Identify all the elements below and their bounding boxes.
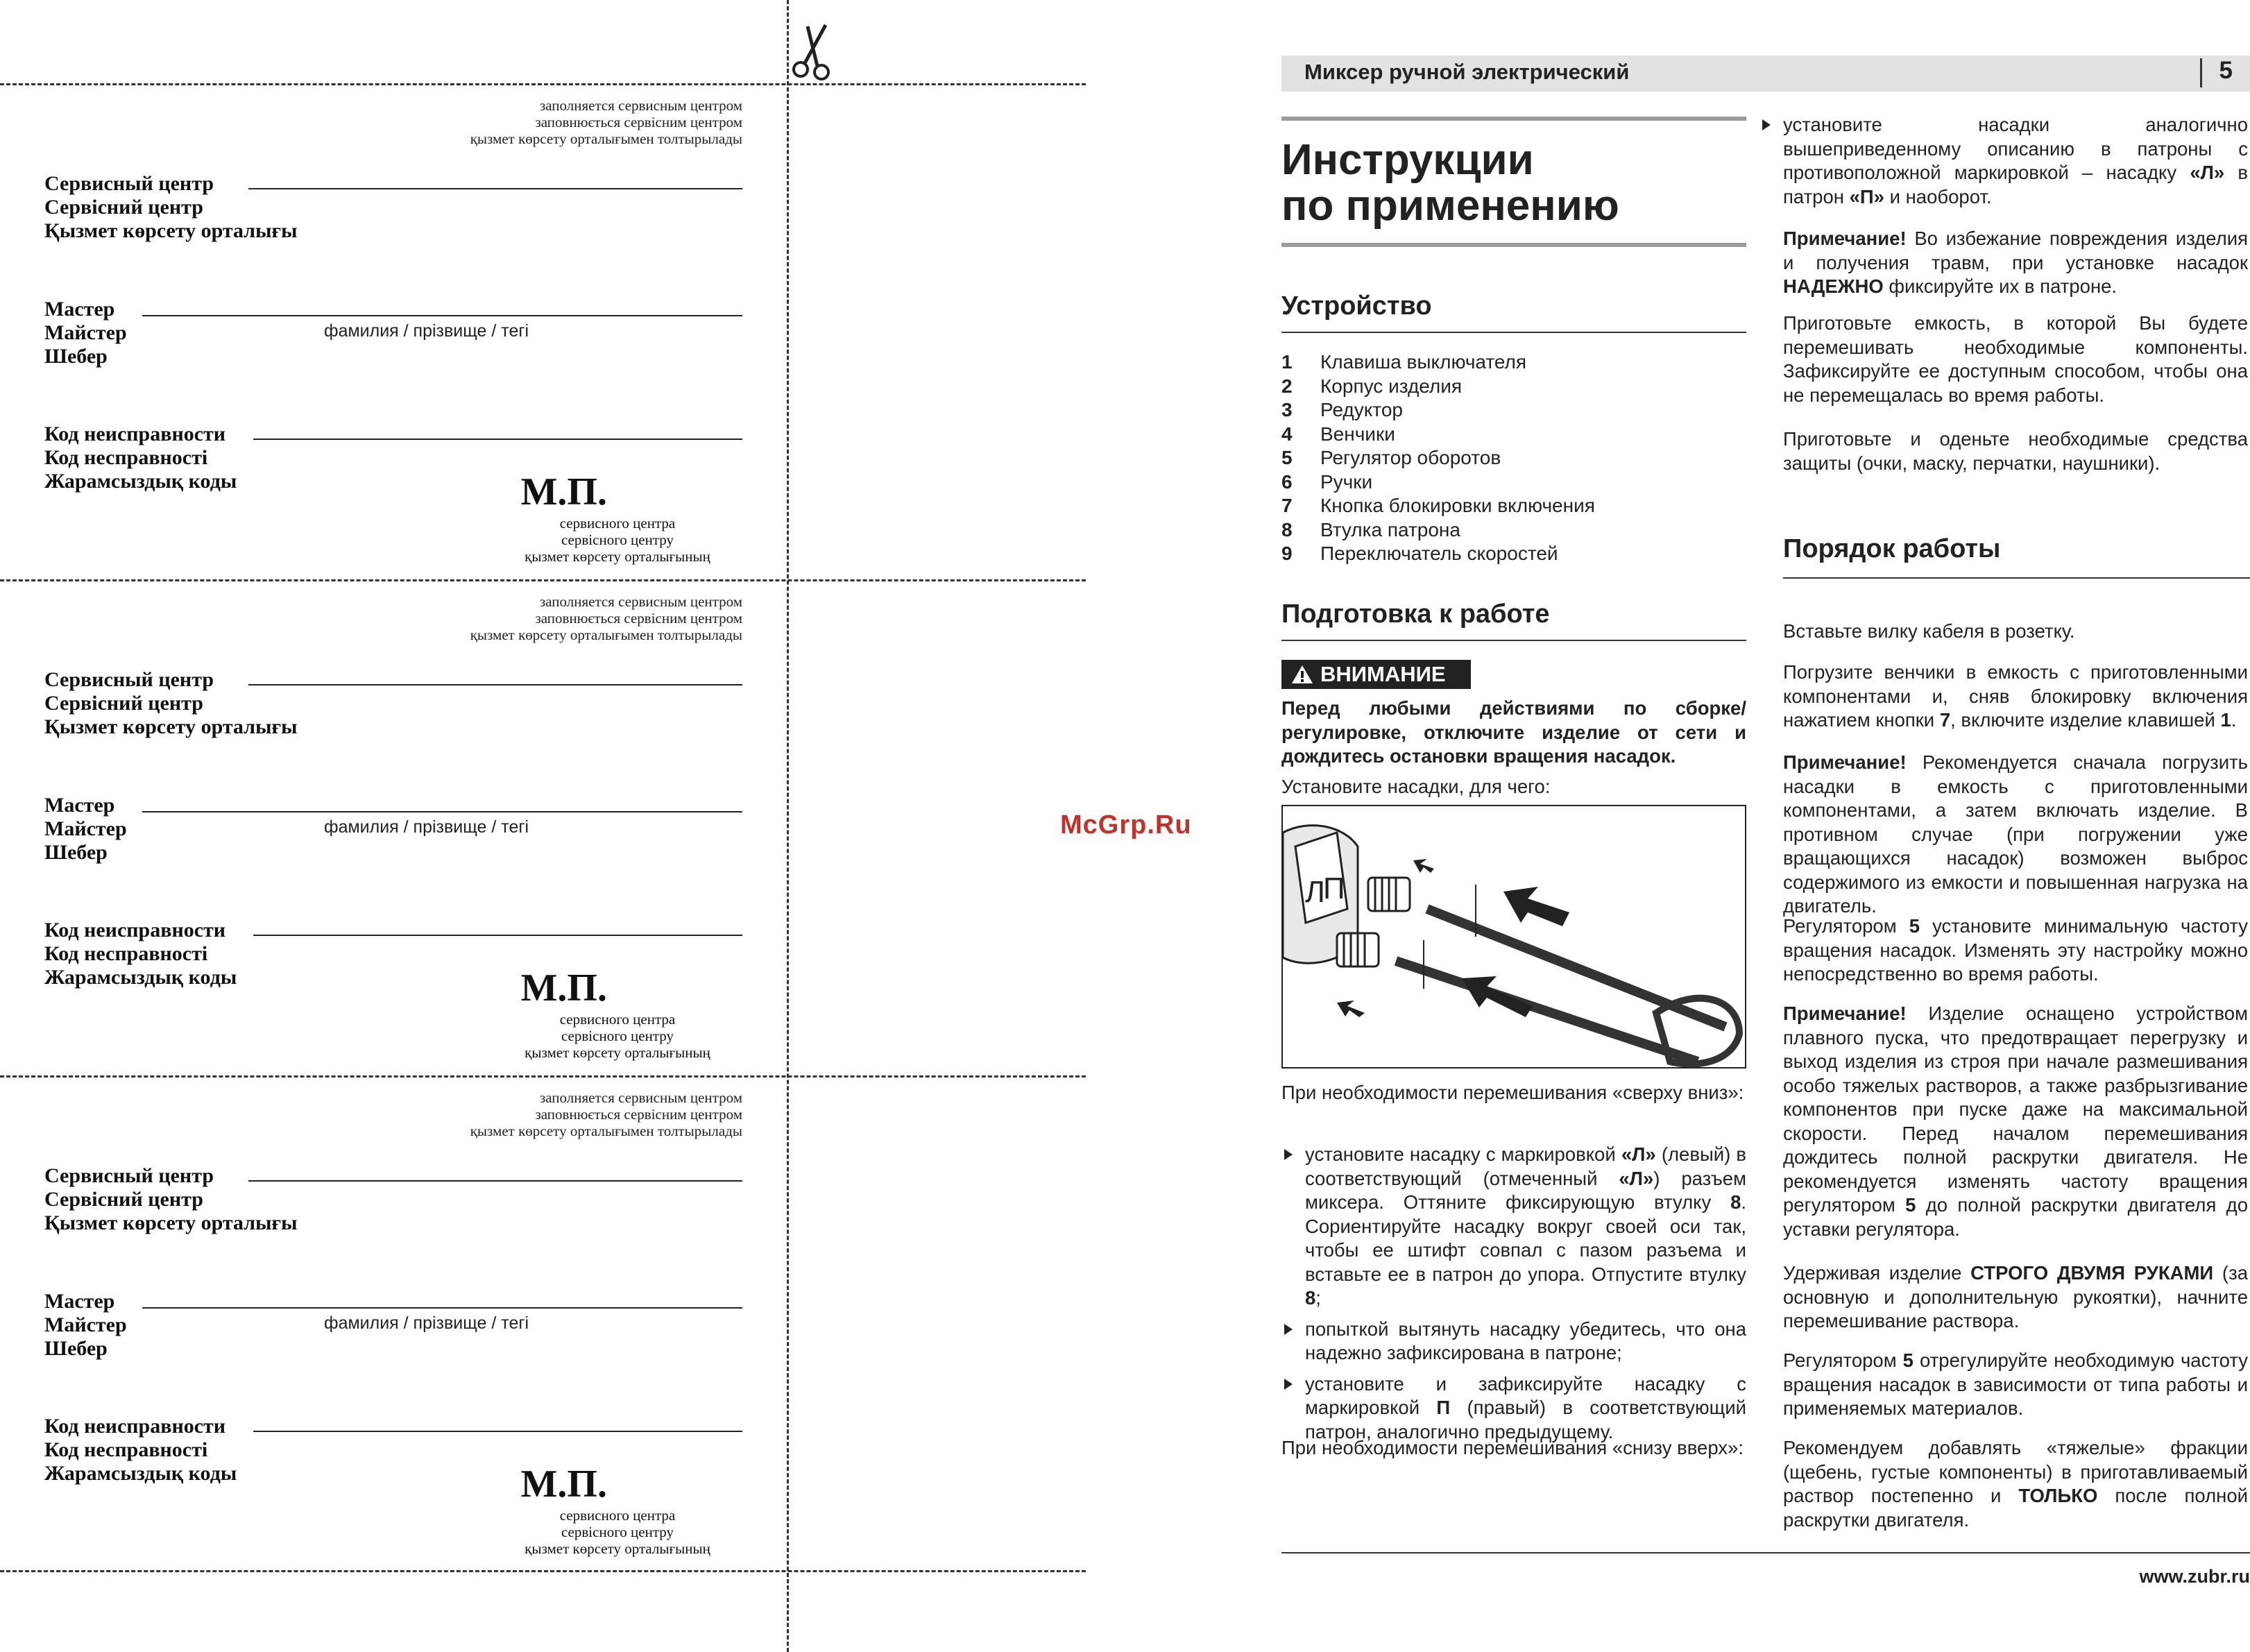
service-center-field[interactable] bbox=[248, 684, 742, 686]
fill-note: заполняется сервисным центром заповнюється сервісним центром қызмет көрсету орталығымен толтырылады bbox=[470, 1089, 742, 1139]
page-title: Инструкции по применению bbox=[1281, 136, 1619, 230]
fig-label-p: П bbox=[1323, 871, 1345, 905]
footer-rule bbox=[1281, 1552, 2250, 1553]
list-item: 1 Клавиша выключателя bbox=[1281, 351, 1527, 373]
service-center-field[interactable] bbox=[248, 1180, 742, 1182]
device-list bbox=[1281, 350, 1595, 566]
device-heading: Устройство bbox=[1281, 291, 1432, 321]
order-heading: Порядок работы bbox=[1783, 534, 2001, 563]
list-item: 4 Венчики bbox=[1281, 423, 1395, 445]
list-item: установите насадку с маркировкой «Л» (левый) в соответствующий (отмеченный «Л») разъем миксера. Оттяните фиксирующую втулку 8. Сориентируйте насадку вокруг своей оси так, чтобы ее штифт совпал с пазом разъема и вставьте ее в патрон до упора. Отпустите втулку 8; bbox=[1281, 1143, 1746, 1311]
attachment-illustration bbox=[1281, 805, 1746, 1068]
master-label: Мастер Майстер Шебер bbox=[44, 1290, 127, 1360]
name-hint: фамилия / прізвище / тегі bbox=[324, 1313, 529, 1333]
name-hint: фамилия / прізвище / тегі bbox=[324, 321, 529, 341]
bullet-list bbox=[1281, 1143, 1746, 1444]
fault-code-label: Код неисправности Код несправності Жарамсыздық коды bbox=[44, 1415, 237, 1485]
stamp-mark: М.П. bbox=[520, 966, 607, 1010]
service-center-field[interactable] bbox=[248, 188, 742, 189]
header-divider bbox=[2200, 58, 2202, 87]
list-item: 8 Втулка патрона bbox=[1281, 518, 1460, 540]
master-field[interactable] bbox=[142, 315, 742, 316]
list-item: 2 Корпус изделия bbox=[1281, 375, 1463, 397]
title-rule-top bbox=[1281, 117, 1746, 121]
scissors-icon bbox=[790, 21, 838, 83]
paragraph: Приготовьте и оденьте необходимые средства защиты (очки, маску, перчатки, наушники). bbox=[1783, 428, 2248, 474]
list-item: 5 Регулятор оборотов bbox=[1281, 447, 1501, 468]
warning-text: Перед любыми действиями по сборке/регулировке, отключите изделие от сети и дождитесь остановки вращения насадок. bbox=[1281, 697, 1746, 767]
stamp-mark: М.П. bbox=[520, 1463, 607, 1506]
paragraph: Рекомендуем добавлять «тяжелые» фракции (щебень, густые компоненты) в приготавливаемый раствор постепенно и ТОЛЬКО после полной раскрутки двигателя. bbox=[1783, 1437, 2248, 1531]
warning-badge: ВНИМАНИЕ bbox=[1281, 660, 1471, 689]
warning-icon bbox=[1291, 665, 1313, 684]
title-rule-bottom bbox=[1281, 243, 1746, 247]
header-title: Миксер ручной электрический bbox=[1304, 60, 1630, 84]
warranty-coupon bbox=[0, 1077, 784, 1573]
warranty-coupon bbox=[0, 85, 784, 581]
watermark: McGrp.Ru bbox=[1060, 810, 1192, 840]
list-item: попыткой вытянуть насадку убедитесь, что она надежно зафиксирована в патроне; bbox=[1281, 1318, 1746, 1365]
heading-rule bbox=[1783, 577, 2250, 579]
page-number: 5 bbox=[2219, 57, 2233, 84]
service-center-label: Сервисный центр Сервісний центр Қызмет көрсету орталығы bbox=[44, 172, 298, 242]
stamp-note: сервисного центра сервісного центру қызмет көрсету орталығының bbox=[525, 515, 710, 565]
paragraph: Приготовьте емкость, в которой Вы будете перемешивать необходимые компоненты. Зафиксируйте ее доступным способом, чтобы она не перемещалась во время работы. bbox=[1783, 312, 2248, 406]
prep-heading: Подготовка к работе bbox=[1281, 599, 1550, 629]
list-item: установите насадки аналогично вышеприведенному описанию в патроны с противоположной маркировкой – насадку «Л» в патрон «П» и наоборот. bbox=[1759, 113, 2248, 209]
stamp-note: сервисного центра сервісного центру қызмет көрсету орталығының bbox=[525, 1011, 710, 1061]
heading-rule bbox=[1281, 640, 1746, 641]
name-hint: фамилия / прізвище / тегі bbox=[324, 817, 529, 837]
list-item: 7 Кнопка блокировки включения bbox=[1281, 495, 1595, 516]
bottomup-intro: При необходимости перемешивания «снизу вверх»: bbox=[1281, 1437, 1744, 1458]
topdown-intro: При необходимости перемешивания «сверху вниз»: bbox=[1281, 1082, 1744, 1103]
master-field[interactable] bbox=[142, 811, 742, 812]
note-paragraph: Примечание! Изделие оснащено устройством плавного пуска, что предотвращает перегрузку и выход изделия из строя при начале размешивания особо тяжелых растворов, а также разбрызгивание компонентов при пуске даже на максимальной скорости. Перед началом перемешивания дождитесь полной раскрутки двигателя. Не рекомендуется изменять частоту вращения регулятором 5 до полной раскрутки двигателя до уставки регулятора. bbox=[1783, 1003, 2249, 1240]
stamp-mark: М.П. bbox=[520, 470, 607, 513]
fill-note: заполняется сервисным центром заповнюється сервісним центром қызмет көрсету орталығымен толтырылады bbox=[470, 593, 742, 643]
fill-note: заполняется сервисным центром заповнюється сервісним центром қызмет көрсету орталығымен толтырылады bbox=[470, 97, 742, 147]
fault-code-field[interactable] bbox=[253, 438, 742, 440]
footer-url[interactable]: www.zubr.ru bbox=[2139, 1566, 2250, 1587]
vertical-cut-line bbox=[787, 0, 789, 1652]
paragraph: Удерживая изделие СТРОГО ДВУМЯ РУКАМИ (за основную и дополнительную рукоятки), начните перемешивание раствора. bbox=[1783, 1262, 2248, 1331]
paragraph: Погрузите венчики в емкость с приготовленными компонентами и, сняв блокировку включения нажатием кнопки 7, включите изделие клавишей 1. bbox=[1783, 661, 2248, 731]
master-field[interactable] bbox=[142, 1307, 742, 1309]
paragraph: Регулятором 5 отрегулируйте необходимую частоту вращения насадок в зависимости от типа работы и применяемых материалов. bbox=[1783, 1349, 2248, 1419]
fault-code-field[interactable] bbox=[253, 1431, 742, 1432]
heading-rule bbox=[1281, 332, 1746, 333]
fig-label-l: Л bbox=[1305, 875, 1325, 909]
install-intro: Установите насадки, для чего: bbox=[1281, 776, 1551, 797]
master-label: Мастер Майстер Шебер bbox=[44, 794, 127, 864]
paragraph: Регулятором 5 установите минимальную частоту вращения насадок. Изменять эту настройку можно непосредственно во время работы. bbox=[1783, 915, 2248, 985]
bullet-list bbox=[1783, 113, 2248, 209]
service-center-label: Сервисный центр Сервісний центр Қызмет көрсету орталығы bbox=[44, 1164, 298, 1234]
fault-code-field[interactable] bbox=[253, 935, 742, 936]
fault-code-label: Код неисправности Код несправності Жарамсыздық коды bbox=[44, 423, 237, 493]
paragraph: Вставьте вилку кабеля в розетку. bbox=[1783, 620, 2075, 642]
warranty-coupon bbox=[0, 581, 784, 1077]
stamp-note: сервисного центра сервісного центру қызмет көрсету орталығының bbox=[525, 1507, 710, 1557]
list-item: установите и зафиксируйте насадку с маркировкой П (правый) в соответствующий патрон, аналогично предыдущему. bbox=[1281, 1372, 1746, 1445]
list-item: 3 Редуктор bbox=[1281, 399, 1403, 420]
fault-code-label: Код неисправности Код несправності Жарамсыздық коды bbox=[44, 919, 237, 989]
service-center-label: Сервисный центр Сервісний центр Қызмет көрсету орталығы bbox=[44, 668, 298, 738]
note-paragraph: Примечание! Рекомендуется сначала погрузить насадки в емкость с приготовленными компонентами, а затем включать изделие. В противном случае (при погружении уже вращающихся насадок) возможен выброс содержимого из емкости и повышенная нагрузка на двигатель. bbox=[1783, 751, 2248, 917]
list-item: 9 Переключатель скоростей bbox=[1281, 543, 1558, 564]
note-paragraph: Примечание! Во избежание повреждения изделия и получения травм, при установке насадок НАДЕЖНО фиксируйте их в патроне. bbox=[1783, 228, 2248, 297]
list-item: 6 Ручки bbox=[1281, 470, 1373, 493]
master-label: Мастер Майстер Шебер bbox=[44, 298, 127, 368]
